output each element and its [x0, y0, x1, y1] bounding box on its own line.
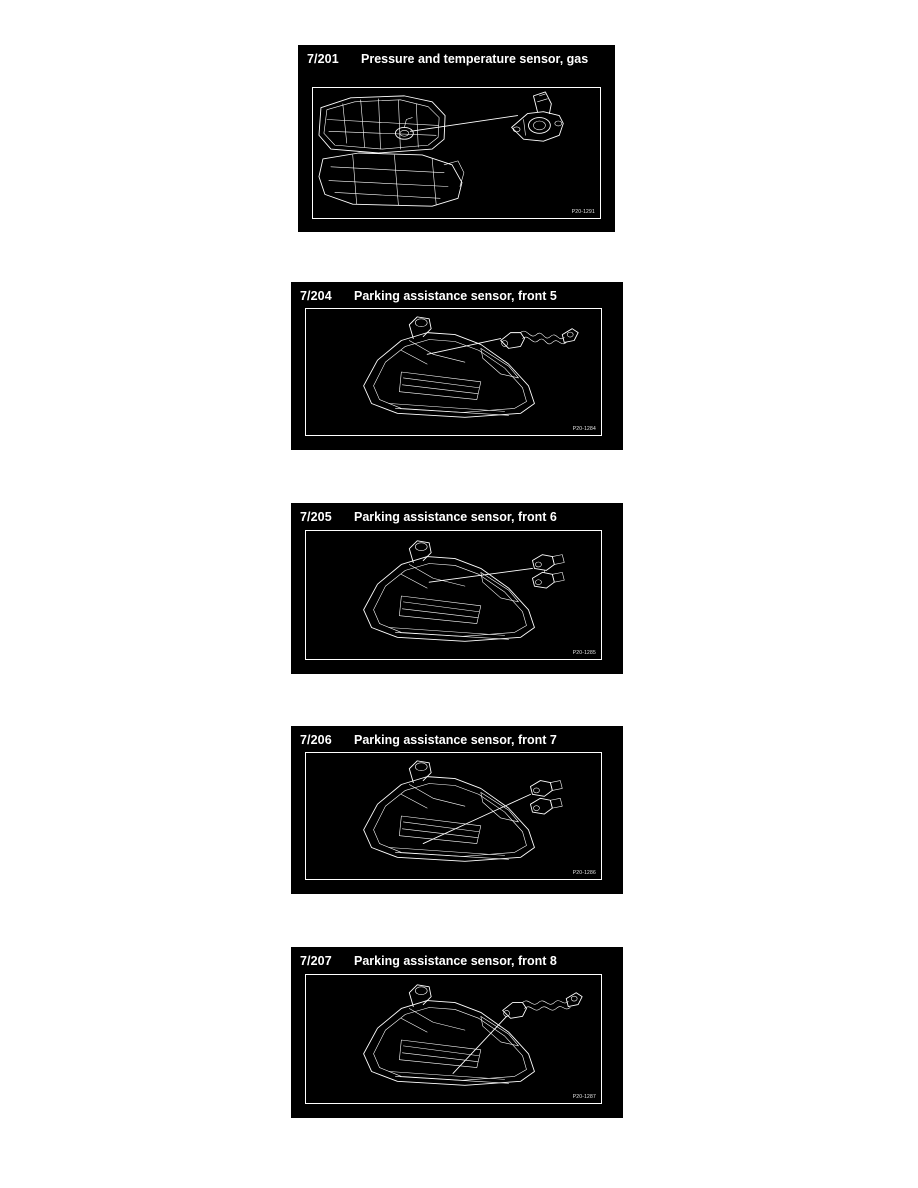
figure-panel — [298, 45, 615, 232]
figure-artwork — [305, 530, 602, 660]
figure-header — [291, 947, 623, 974]
figure-artwork — [305, 974, 602, 1104]
figure-artwork — [305, 752, 602, 880]
figure-panel — [291, 282, 623, 450]
figure-title: Parking assistance sensor, front 5 — [354, 289, 557, 303]
figure-code: 7/201 — [307, 52, 339, 66]
front-bumper-illustration — [306, 975, 601, 1103]
figure-header — [291, 503, 623, 530]
artwork-code: P20-1287 — [572, 1094, 596, 1100]
figure-artwork — [305, 308, 602, 436]
front-bumper-illustration — [306, 753, 601, 879]
figure-title: Parking assistance sensor, front 7 — [354, 733, 557, 747]
figure-panel — [291, 503, 623, 674]
artwork-code: P20-1291 — [571, 209, 595, 215]
figure-panel — [291, 947, 623, 1118]
figure-header — [298, 45, 615, 72]
figure-title: Pressure and temperature sensor, gas — [361, 52, 589, 66]
figure-header — [291, 282, 623, 309]
figure-title: Parking assistance sensor, front 8 — [354, 954, 557, 968]
engine-compartment-illustration — [313, 88, 600, 218]
artwork-code: P20-1284 — [572, 426, 596, 432]
figure-panel — [291, 726, 623, 894]
artwork-code: P20-1285 — [572, 650, 596, 656]
front-bumper-illustration — [306, 309, 601, 435]
figure-header — [291, 726, 623, 753]
figure-code: 7/207 — [300, 954, 332, 968]
artwork-code: P20-1286 — [572, 870, 596, 876]
figure-code: 7/205 — [300, 510, 332, 524]
figure-code: 7/204 — [300, 289, 332, 303]
figure-title: Parking assistance sensor, front 6 — [354, 510, 557, 524]
figure-artwork — [312, 87, 601, 219]
front-bumper-illustration — [306, 531, 601, 659]
figure-code: 7/206 — [300, 733, 332, 747]
